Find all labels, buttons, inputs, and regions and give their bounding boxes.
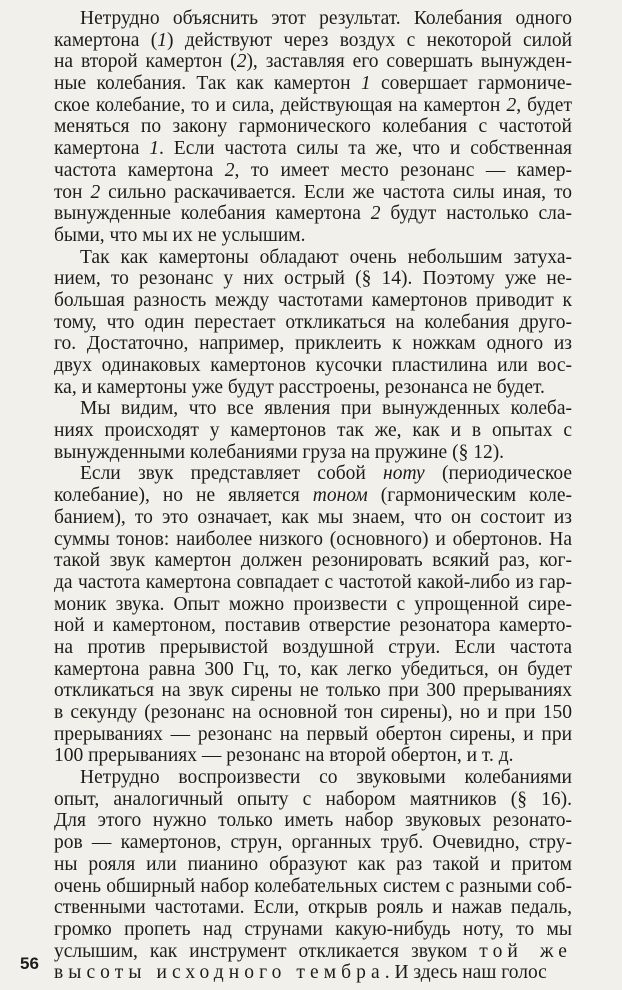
text-line: такой звук камертон должен резонировать всякий раз, ког- — [54, 550, 572, 572]
text-line: на против прерывистой воздушной струи. Если частота — [54, 636, 572, 658]
text-line: громко пропеть над струнами какую-нибудь ноту, то мы — [54, 918, 572, 940]
text-line: ные колебания. Так как камертон 1 совершает гармониче- — [54, 73, 572, 95]
text-line: вынужденными колебаниями груза на пружине (§ 12). — [54, 441, 505, 463]
text-line: услышим, как инструмент откликается звуком той же — [54, 940, 572, 962]
text-line: откликаться на звук сирены не только при 300 прерываниях — [54, 680, 572, 702]
page-number: 56 — [20, 954, 39, 973]
text-line: го. Достаточно, например, приклеить к ножкам одного из — [54, 333, 572, 355]
text-line: колебание), но не является тоном (гармоническим коле- — [54, 485, 572, 507]
text-line: ниях происходят у камертонов так же, как и в опытах с — [54, 420, 572, 442]
text-line: быми, что мы их не услышим. — [54, 224, 306, 246]
text-line: ка, и камертоны уже будут расстроены, резонанса не будет. — [54, 376, 545, 398]
text-line: Мы видим, что все явления при вынужденных колеба- — [80, 398, 572, 420]
text-line: Для этого нужно только иметь набор звуковых резонато- — [54, 810, 572, 832]
text-line: высоты исходного тембра. И здесь наш голос — [54, 962, 547, 984]
text-line: нием, то резонанс у них острый (§ 14). Поэтому уже не- — [54, 268, 572, 290]
text-line: ров — камертонов, струн, органных труб. Очевидно, стру- — [54, 832, 572, 854]
text-line: в секунду (резонанс на основной тон сирены), но и при 150 — [54, 702, 572, 723]
text-line: тон 2 сильно раскачивается. Если же частота силы иная, то — [54, 181, 572, 203]
text-line: прерываниях — резонанс на первый обертон сирены, и при — [54, 723, 572, 745]
text-line: на второй камертон (2), заставляя его совершать вынужден- — [54, 51, 572, 73]
text-line: частота камертона 2, то имеет место резонанс — камер- — [54, 159, 573, 181]
text-line: камертона (1) действуют через воздух с некоторой силой — [54, 29, 573, 51]
text-line: Нетрудно воспроизвести со звуковыми колебаниями — [80, 767, 572, 789]
text-line: 100 прерываниях — резонанс на второй обертон, и т. д. — [54, 745, 514, 767]
text-line: ственными частотами. Если, открыв рояль и нажав педаль, — [54, 897, 572, 919]
text-line: двух одинаковых камертонов кусочки пластилина или вос- — [54, 355, 572, 376]
text-line: камертона равна 300 Гц, то, как легко убедиться, он будет — [54, 658, 572, 680]
text-line: моник звука. Опыт можно произвести с упрощенной сире- — [54, 593, 572, 615]
text-line: да частота камертона совпадает с частотой какой-либо из гар- — [54, 571, 572, 593]
text-line: опыт, аналогичный опыту с набором маятников (§ 16). — [54, 788, 572, 810]
text-line: тому, что один перестает откликаться на колебания друго- — [54, 311, 572, 333]
text-line: Так как камертоны обладают очень небольшим затуха- — [80, 246, 572, 268]
text-line: Если звук представляет собой ноту (периодическое — [80, 463, 572, 485]
text-line: Нетрудно объяснить этот результат. Колебания одного — [80, 8, 572, 29]
text-line: ны рояля или пианино образуют как раз такой и притом — [54, 853, 572, 875]
text-line: очень обширный набор колебательных систем с разными соб- — [54, 875, 572, 897]
body-text — [54, 8, 572, 984]
text-line: ной и камертоном, поставив отверстие резонатора камерто- — [54, 615, 572, 637]
text-line: суммы тонов: наиболее низкого (основного) и обертонов. На — [54, 528, 572, 550]
text-line: камертона 1. Если частота силы та же, что и собственная — [54, 138, 572, 160]
text-line: ское колебание, то и сила, действующая на камертон 2, будет — [54, 94, 572, 116]
text-line: банием), то это означает, как мы знаем, что он состоит из — [54, 506, 572, 528]
text-line: меняться по закону гармонического колебания с частотой — [54, 116, 572, 138]
text-line: вынужденные колебания камертона 2 будут настолько сла- — [54, 203, 573, 225]
text-line: большая разность между частотами камертонов приводит к — [54, 289, 572, 311]
